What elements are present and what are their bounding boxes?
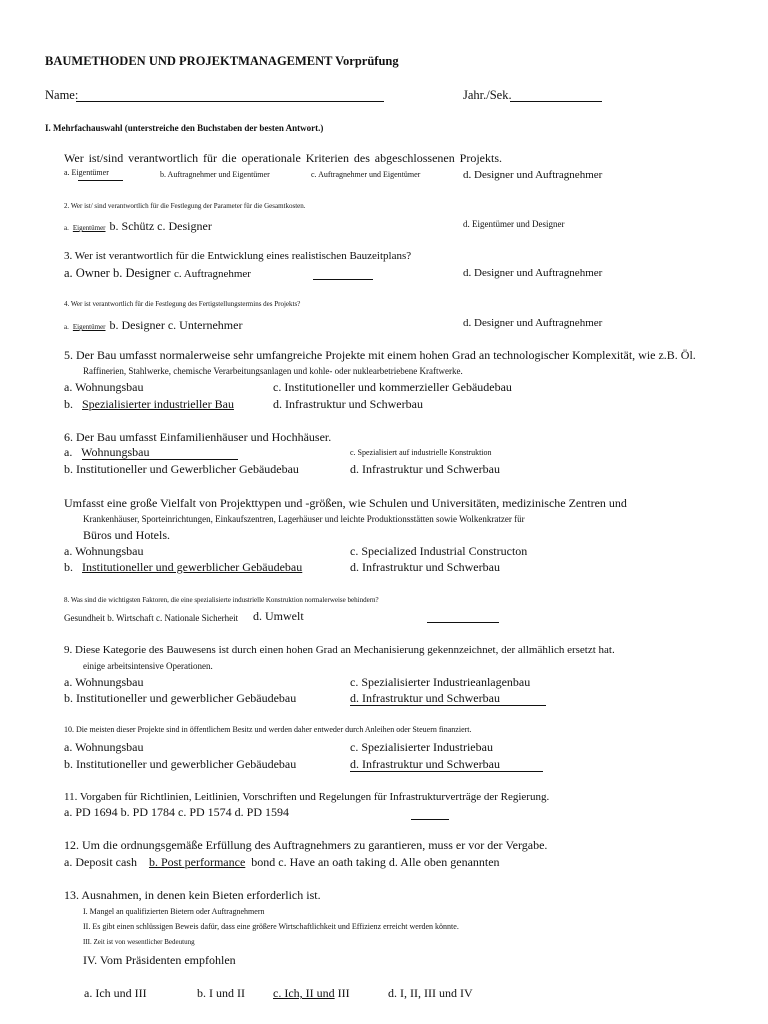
question-13-stem: 13. Ausnahmen, in denen kein Bieten erforderlich ist. [64, 888, 321, 902]
q9-option-c: c. Spezialisierter Industrieanlagenbau [350, 675, 531, 689]
q1-stem-word: operationale [241, 151, 301, 165]
q8-answer-blank [427, 622, 499, 623]
q3-option-ab: a. Owner b. Designer [64, 266, 171, 280]
q8-options: Gesundheit b. Wirtschaft c. Nationale Sicherheit [64, 613, 239, 623]
question-5-stem-cont: Raffinerien, Stahlwerke, chemische Verarbeitungsanlagen und kohle- oder nuklearbetriebene Kraftwerke. [83, 366, 463, 376]
question-4-stem: 4. Wer ist verantwortlich für die Festlegung des Fertigstellungstermins des Projekts? [64, 300, 301, 308]
q10-option-a: a. Wohnungsbau [64, 740, 144, 754]
question-6-stem: 6. Der Bau umfasst Einfamilienhäuser und Hochhäuser. [64, 430, 332, 444]
q10-answer-underline [350, 771, 543, 772]
section-title: I. Mehrfachauswahl (unterstreiche den Buchstaben der besten Antwort.) [45, 123, 324, 133]
q1-stem-word: abgeschlossenen [374, 151, 455, 165]
q1-option-c: c. Auftragnehmer und Eigentümer [311, 170, 421, 179]
q9-option-d: d. Infrastruktur und Schwerbau [350, 691, 500, 705]
question-3-stem: 3. Wer ist verantwortlich für die Entwicklung eines realistischen Bauzeitplans? [64, 250, 412, 262]
question-2-stem: 2. Wer ist/ sind verantwortlich für die Festlegung der Parameter für die Gesamtkosten. [64, 202, 306, 210]
q1-stem-word: Wer [64, 151, 84, 165]
q2-answer: Eigentümer [72, 224, 106, 232]
question-10-stem: 10. Die meisten dieser Projekte sind in öffentlichem Besitz und werden daher entweder durch Anleihen oder Steuern finanziert. [64, 725, 472, 734]
question-7-stem-cont: Krankenhäuser, Sporteinrichtungen, Einkaufszentren, Lagerhäuser und leichte Produktionsstätten sowie Wolkenkratzer für [83, 514, 525, 524]
q3-option-c: c. Auftragnehmer [174, 268, 251, 280]
q3-answer-blank [313, 279, 373, 280]
q1-stem-word: die [221, 151, 237, 165]
q13-item-i: I. Mangel an qualifizierten Bietern oder Auftragnehmern [83, 907, 265, 916]
q11-answer-blank [411, 819, 449, 820]
q5-option-b: b. Spezialisierter industrieller Bau [64, 397, 234, 411]
q11-options: a. PD 1694 b. PD 1784 c. PD 1574 d. PD 1594 [64, 805, 290, 819]
q12-answer: b. Post performance [148, 855, 246, 869]
q4-options: a. Eigentümer b. Designer c. Unternehmer [64, 318, 243, 332]
question-7-stem: Umfasst eine große Vielfalt von Projekttypen und -größen, wie Schulen und Universitäten, medizinische Zentren und [64, 496, 627, 510]
q13-item-iv: IV. Vom Präsidenten empfohlen [83, 953, 236, 967]
q8-option-d: d. Umwelt [253, 609, 304, 623]
q10-option-b: b. Institutioneller und gewerblicher Gebäudebau [64, 757, 297, 771]
q1-answer-underline [78, 180, 123, 181]
question-1-stem [64, 152, 502, 166]
page-title: BAUMETHODEN UND PROJEKTMANAGEMENT Vorprüfung [45, 54, 399, 68]
q2-option-bc: b. Schütz c. Designer [109, 219, 212, 233]
q4-answer: Eigentümer [72, 323, 106, 331]
q1-option-a: a. Eigentümer [64, 168, 109, 177]
q5-option-a: a. Wohnungsbau [64, 380, 144, 394]
q1-stem-word: Projekts. [459, 151, 502, 165]
q7-answer: Institutioneller und gewerblicher Gebäudebau [82, 560, 303, 574]
q1-stem-word: ist/sind [88, 151, 124, 165]
q1-stem-word: verantwortlich [128, 151, 199, 165]
year-label: Jahr./Sek. [463, 88, 512, 102]
q5-option-d: d. Infrastruktur und Schwerbau [273, 397, 423, 411]
q5-answer: Spezialisierter industrieller Bau [82, 397, 234, 411]
q1-option-d: d. Designer und Auftragnehmer [463, 169, 603, 181]
q13-item-ii: II. Es gibt einen schlüssigen Beweis dafür, dass eine größere Wirtschaftlichkeit und Effizienz erreicht werden könnte. [83, 922, 459, 931]
q1-stem-word: für [203, 151, 218, 165]
question-5-stem: 5. Der Bau umfasst normalerweise sehr umfangreiche Projekte mit einem hohen Grad an technologischer Komplexität, wie z.B. Öl. [64, 348, 696, 362]
q13-option-a: a. Ich und III [84, 986, 147, 1000]
q4-option-d: d. Designer und Auftragnehmer [463, 317, 603, 329]
q10-option-c: c. Spezialisierter Industriebau [350, 740, 493, 754]
q6-answer: Wohnungsbau [81, 445, 150, 459]
q7-option-c: c. Specialized Industrial Constructon [350, 544, 528, 558]
q1-stem-word: Kriterien [305, 151, 349, 165]
question-12-stem: 12. Um die ordnungsgemäße Erfüllung des Auftragnehmers zu garantieren, muss er vor der Vergabe. [64, 838, 548, 852]
q6-answer-underline [82, 459, 238, 460]
q13-item-iii: III. Zeit ist von wesentlicher Bedeutung [83, 938, 195, 946]
question-7-stem-end: Büros und Hotels. [83, 528, 170, 542]
name-blank [76, 101, 384, 102]
q9-option-a: a. Wohnungsbau [64, 675, 144, 689]
q13-option-c: c. Ich, II und III [273, 986, 350, 1000]
q5-option-c: c. Institutioneller und kommerzieller Gebäudebau [273, 380, 512, 394]
q12-options: a. Deposit cash b. Post performance bond c. Have an oath taking d. Alle oben genannten [64, 855, 500, 869]
q1-option-b: b. Auftragnehmer und Eigentümer [160, 170, 270, 179]
q4-option-bc: b. Designer c. Unternehmer [109, 318, 243, 332]
question-9-stem-cont: einige arbeitsintensive Operationen. [83, 661, 213, 671]
q10-option-d: d. Infrastruktur und Schwerbau [350, 757, 500, 771]
question-9-stem: 9. Diese Kategorie des Bauwesens ist durch einen hohen Grad an Mechanisierung gekennzeichnet, der allmählich ersetzt hat. [64, 644, 615, 656]
q9-answer-underline [350, 705, 546, 706]
q6-option-d: d. Infrastruktur und Schwerbau [350, 462, 500, 476]
q3-option-d: d. Designer und Auftragnehmer [463, 267, 603, 279]
question-8-stem: 8. Was sind die wichtigsten Faktoren, die eine spezialisierte industrielle Konstruktion normalerweise behindern? [64, 596, 379, 604]
q2-options: a. Eigentümer b. Schütz c. Designer [64, 219, 212, 233]
q6-option-a: a. Wohnungsbau [64, 445, 150, 459]
q13-option-b: b. I und II [197, 986, 245, 1000]
question-11-stem: 11. Vorgaben für Richtlinien, Leitlinien, Vorschriften und Regelungen für Infrastrukturverträge der Regierung. [64, 791, 550, 803]
q1-stem-word: des [353, 151, 370, 165]
year-blank [510, 101, 602, 102]
q7-option-a: a. Wohnungsbau [64, 544, 144, 558]
q7-option-b: b. Institutioneller und gewerblicher Gebäudebau [64, 560, 303, 574]
q13-answer: c. Ich, II und [273, 986, 335, 1000]
q2-option-d: d. Eigentümer und Designer [463, 219, 565, 229]
name-label: Name: [45, 88, 79, 102]
q7-option-d: d. Infrastruktur und Schwerbau [350, 560, 500, 574]
q9-option-b: b. Institutioneller und gewerblicher Gebäudebau [64, 691, 297, 705]
q6-option-c: c. Spezialisiert auf industrielle Konstruktion [350, 448, 492, 457]
q6-option-b: b. Institutioneller und Gewerblicher Gebäudebau [64, 462, 299, 476]
q13-option-d: d. I, II, III und IV [388, 986, 473, 1000]
